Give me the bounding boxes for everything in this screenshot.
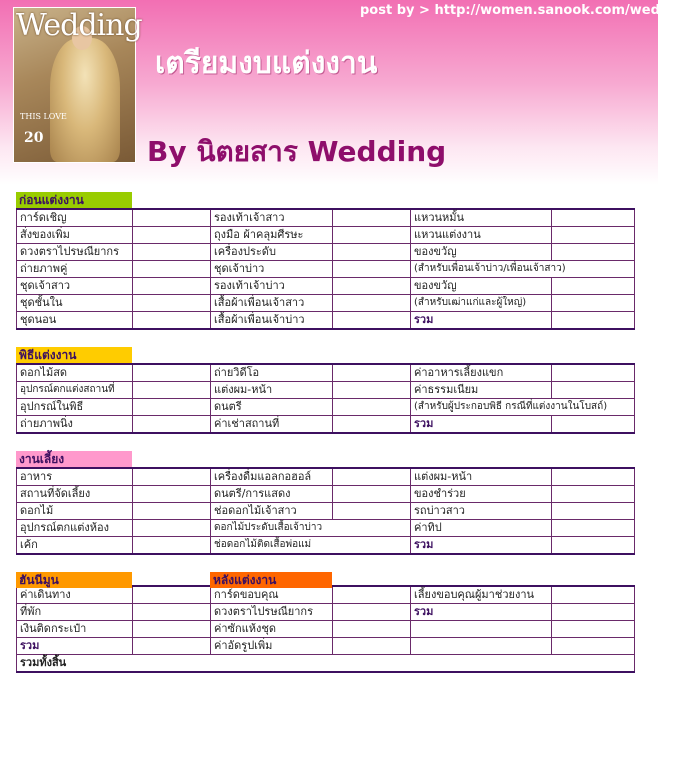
item-label: แหวนแต่งงาน xyxy=(411,227,552,244)
item-label: เสื้อผ้าเพื่อนเจ้าบ่าว xyxy=(211,312,333,330)
table-row xyxy=(17,209,635,227)
page-header xyxy=(0,0,692,185)
subtotal-cell[interactable] xyxy=(552,416,635,434)
table-row xyxy=(17,655,635,673)
item-label: ถ่ายวิดีโอ xyxy=(211,364,333,382)
item-note: (สำหรับผู้ประกอบพิธี กรณีที่แต่งงานในโบสถ์) xyxy=(411,399,635,416)
amount-cell[interactable] xyxy=(552,244,635,261)
subtotal-cell[interactable] xyxy=(133,638,211,655)
amount-cell[interactable] xyxy=(333,364,411,382)
item-label: ค่าอัดรูปเพิ่ม xyxy=(211,638,333,655)
table-row xyxy=(17,503,635,520)
amount-cell[interactable] xyxy=(552,382,635,399)
amount-cell[interactable] xyxy=(133,621,211,638)
amount-cell[interactable] xyxy=(333,227,411,244)
amount-cell[interactable] xyxy=(133,278,211,295)
amount-cell[interactable] xyxy=(333,604,411,621)
amount-cell[interactable] xyxy=(333,638,411,655)
item-label: อุปกรณ์ตกแต่งห้อง xyxy=(17,520,133,537)
item-label: ถ่ายภาพคู่ xyxy=(17,261,133,278)
amount-cell[interactable] xyxy=(133,244,211,261)
amount-cell[interactable] xyxy=(333,399,411,416)
amount-cell[interactable] xyxy=(333,295,411,312)
table-row xyxy=(17,621,635,638)
item-label: การ์ดขอบคุณ xyxy=(211,586,333,604)
section-heading: พิธีแต่งงาน xyxy=(16,347,132,363)
section-reception xyxy=(16,448,635,555)
item-label: เลี้ยงขอบคุณผู้มาช่วยงาน xyxy=(411,586,552,604)
magazine-cover xyxy=(13,7,142,163)
amount-cell[interactable] xyxy=(133,227,211,244)
item-label: ชุดชั้นใน xyxy=(17,295,133,312)
amount-cell[interactable] xyxy=(333,621,411,638)
item-label xyxy=(411,621,552,638)
item-label: เงินติดกระเป๋า xyxy=(17,621,133,638)
item-label: ค่าอาหารเลี้ยงแขก xyxy=(411,364,552,382)
table-row xyxy=(17,382,635,399)
item-label: รองเท้าเจ้าบ่าว xyxy=(211,278,333,295)
subtotal-label: รวม xyxy=(411,312,552,330)
item-label: ดอกไม้ประดับเสื้อเจ้าบ่าว xyxy=(211,520,411,537)
item-label: ชุดเจ้าบ่าว xyxy=(211,261,333,278)
amount-cell[interactable] xyxy=(552,295,635,312)
amount-cell[interactable] xyxy=(133,382,211,399)
table-row xyxy=(17,486,635,503)
table-row xyxy=(17,520,635,537)
item-label: อุปกรณ์ตกแต่งสถานที่ xyxy=(17,382,133,399)
page-title: เตรียมงบแต่งงาน xyxy=(155,46,378,81)
amount-cell[interactable] xyxy=(552,638,635,655)
amount-cell[interactable] xyxy=(552,364,635,382)
table-row xyxy=(17,638,635,655)
item-label: อาหาร xyxy=(17,468,133,486)
section-ceremony xyxy=(16,344,635,434)
item-label: ค่าธรรมเนียม xyxy=(411,382,552,399)
subtotal-label: รวม xyxy=(411,537,552,555)
item-label: ถ่ายภาพนิ่ง xyxy=(17,416,133,434)
amount-cell[interactable] xyxy=(333,209,411,227)
table-row xyxy=(17,604,635,621)
posted-by-link[interactable]: post by > http://women.sanook.com/wedding xyxy=(360,3,692,18)
amount-cell[interactable] xyxy=(133,486,211,503)
item-label: ดนตรี xyxy=(211,399,333,416)
table-row xyxy=(17,227,635,244)
item-label: แต่งผม-หน้า xyxy=(411,468,552,486)
item-label: สั่งของเพิ่ม xyxy=(17,227,133,244)
item-label: ชุดนอน xyxy=(17,312,133,330)
item-label: ถุงมือ ผ้าคลุมศีรษะ xyxy=(211,227,333,244)
table-row xyxy=(17,261,635,278)
item-note: (สำหรับเฒ่าแก่และผู้ใหญ่) xyxy=(411,295,552,312)
item-label: เค้ก xyxy=(17,537,133,555)
item-label: เครื่องประดับ xyxy=(211,244,333,261)
subtotal-cell[interactable] xyxy=(552,604,635,621)
amount-cell[interactable] xyxy=(333,468,411,486)
item-label: ดอกไม้ xyxy=(17,503,133,520)
subtotal-label: รวม xyxy=(17,638,133,655)
amount-cell[interactable] xyxy=(133,209,211,227)
amount-cell[interactable] xyxy=(333,586,411,604)
section-honeymoon xyxy=(16,569,635,673)
amount-cell[interactable] xyxy=(133,586,211,604)
budget-table xyxy=(16,467,635,555)
cover-subtitle: THIS LOVE xyxy=(20,112,67,121)
item-label: รองเท้าเจ้าสาว xyxy=(211,209,333,227)
amount-cell[interactable] xyxy=(552,621,635,638)
amount-cell[interactable] xyxy=(133,295,211,312)
amount-cell[interactable] xyxy=(133,261,211,278)
amount-cell[interactable] xyxy=(552,520,635,537)
item-label: เสื้อผ้าเพื่อนเจ้าสาว xyxy=(211,295,333,312)
table-row xyxy=(17,586,635,604)
amount-cell[interactable] xyxy=(133,312,211,330)
item-label xyxy=(411,638,552,655)
section-before-wedding xyxy=(16,189,635,330)
item-label: แต่งผม-หน้า xyxy=(211,382,333,399)
budget-table xyxy=(16,363,635,434)
item-label: การ์ดเชิญ xyxy=(17,209,133,227)
amount-cell[interactable] xyxy=(133,520,211,537)
amount-cell[interactable] xyxy=(133,468,211,486)
item-label: ดนตรี/การแสดง xyxy=(211,486,333,503)
amount-cell[interactable] xyxy=(333,416,411,434)
amount-cell[interactable] xyxy=(333,278,411,295)
item-label: ค่าซักแห้งชุด xyxy=(211,621,333,638)
item-label: เครื่องดื่มแอลกอฮอล์ xyxy=(211,468,333,486)
table-row xyxy=(17,312,635,330)
section-heading: งานเลี้ยง xyxy=(16,451,132,467)
amount-cell[interactable] xyxy=(333,312,411,330)
budget-table xyxy=(16,585,635,673)
item-label: ดวงตราไปรษณียากร xyxy=(211,604,333,621)
cover-dress-graphic xyxy=(50,38,120,162)
section-heading-after: หลังแต่งงาน xyxy=(210,572,332,588)
subtotal-cell[interactable] xyxy=(552,312,635,330)
item-label: ช่อดอกไม้ติดเสื้อพ่อแม่ xyxy=(211,537,411,555)
table-row xyxy=(17,537,635,555)
amount-cell[interactable] xyxy=(133,604,211,621)
item-label: ค่าเดินทาง xyxy=(17,586,133,604)
amount-cell[interactable] xyxy=(133,416,211,434)
section-heading: ก่อนแต่งงาน xyxy=(16,192,132,208)
item-label: ค่าเช่าสถานที่ xyxy=(211,416,333,434)
item-label: ที่พัก xyxy=(17,604,133,621)
amount-cell[interactable] xyxy=(552,468,635,486)
item-label: อุปกรณ์ในพิธี xyxy=(17,399,133,416)
amount-cell[interactable] xyxy=(552,503,635,520)
table-row xyxy=(17,399,635,416)
item-label: ค่าทิป xyxy=(411,520,552,537)
amount-cell[interactable] xyxy=(552,486,635,503)
cover-number: 20 xyxy=(24,130,44,146)
amount-cell[interactable] xyxy=(133,399,211,416)
item-label: สถานที่จัดเลี้ยง xyxy=(17,486,133,503)
item-label: รถบ่าวสาว xyxy=(411,503,552,520)
table-row xyxy=(17,244,635,261)
subtotal-label: รวม xyxy=(411,416,552,434)
item-note: (สำหรับเพื่อนเจ้าบ่าว/เพื่อนเจ้าสาว) xyxy=(411,261,635,278)
table-row xyxy=(17,364,635,382)
table-row xyxy=(17,416,635,434)
amount-cell[interactable] xyxy=(333,503,411,520)
subtotal-cell[interactable] xyxy=(552,537,635,555)
amount-cell[interactable] xyxy=(133,537,211,555)
grand-total-label: รวมทั้งสิ้น xyxy=(17,655,635,673)
item-label: ชุดเจ้าสาว xyxy=(17,278,133,295)
amount-cell[interactable] xyxy=(552,227,635,244)
table-row xyxy=(17,468,635,486)
amount-cell[interactable] xyxy=(333,244,411,261)
item-label: ดอกไม้สด xyxy=(17,364,133,382)
amount-cell[interactable] xyxy=(333,486,411,503)
item-label: ของชำร่วย xyxy=(411,486,552,503)
table-row xyxy=(17,295,635,312)
amount-cell[interactable] xyxy=(133,503,211,520)
amount-cell[interactable] xyxy=(552,209,635,227)
item-label: ของขวัญ xyxy=(411,244,552,261)
item-label: ช่อดอกไม้เจ้าสาว xyxy=(211,503,333,520)
amount-cell[interactable] xyxy=(333,261,411,278)
amount-cell[interactable] xyxy=(552,586,635,604)
section-headings xyxy=(16,569,635,585)
section-heading: ฮันนีมูน xyxy=(16,572,132,588)
budget-table xyxy=(16,208,635,330)
item-label: ดวงตราไปรษณียากร xyxy=(17,244,133,261)
table-row xyxy=(17,278,635,295)
item-label: แหวนหมั้น xyxy=(411,209,552,227)
cover-masthead: Wedding xyxy=(16,8,142,43)
subtotal-label: รวม xyxy=(411,604,552,621)
item-label: ของขวัญ xyxy=(411,278,552,295)
amount-cell[interactable] xyxy=(133,364,211,382)
amount-cell[interactable] xyxy=(552,278,635,295)
amount-cell[interactable] xyxy=(333,382,411,399)
byline: By นิตยสาร Wedding xyxy=(147,135,447,168)
